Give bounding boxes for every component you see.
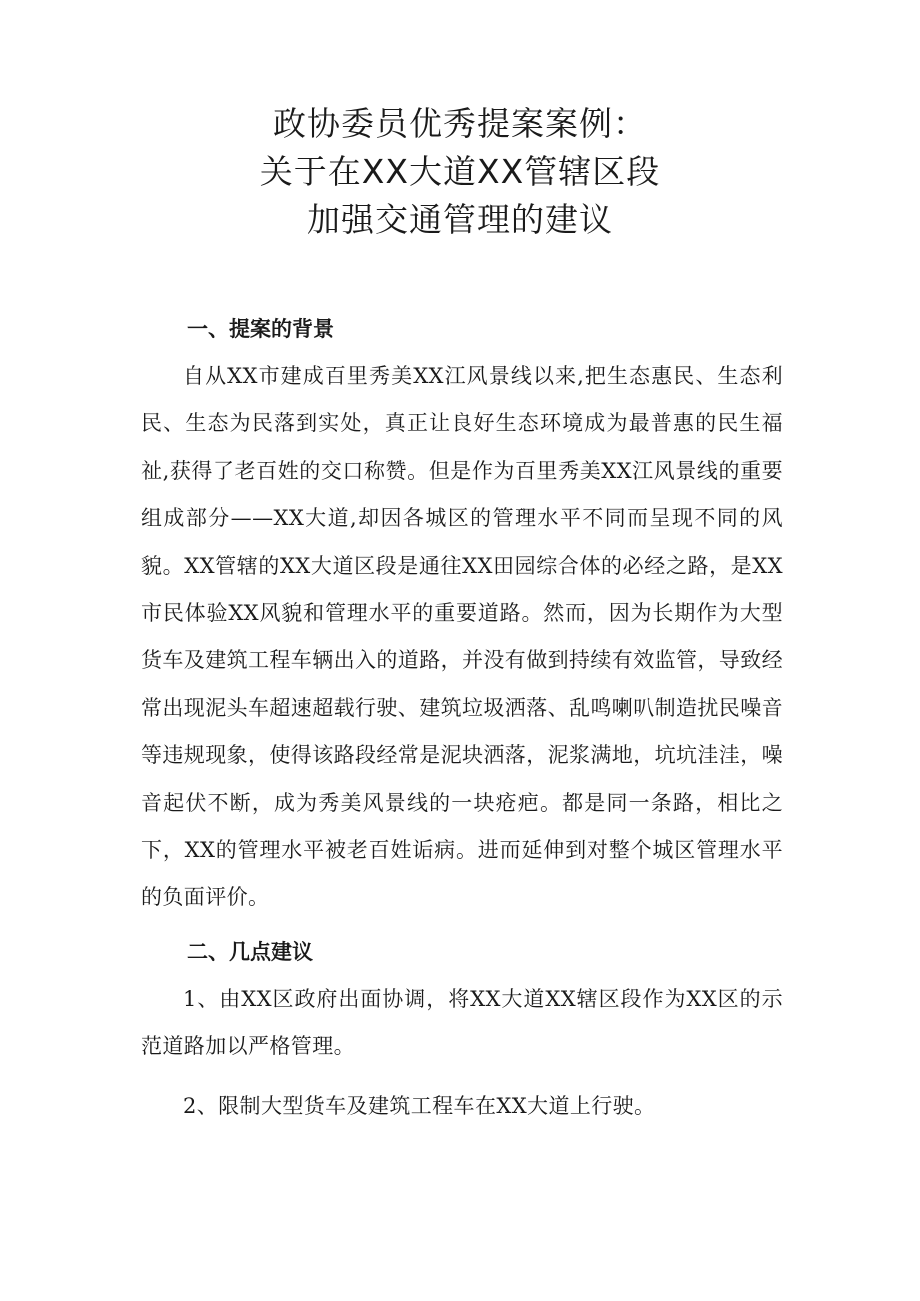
document-body bbox=[141, 305, 783, 1142]
document-title bbox=[0, 100, 920, 244]
title-line-1: 政协委员优秀提案案例： bbox=[273, 104, 647, 143]
suggestion-item-2: 2、限制大型货车及建筑工程车在XX大道上行驶。 bbox=[183, 1093, 656, 1118]
suggestion-item-1: 1、由XX区政府出面协调，将XX大道XX辖区段作为XX区的示范道路加以严格管理。 bbox=[141, 986, 783, 1059]
background-paragraph: 自从XX市建成百里秀美XX江风景线以来,把生态惠民、生态利民、生态为民落到实处，真正让良好生态环境成为最普惠的民生福祉,获得了老百姓的交口称赞。但是作为百里秀美XX江风景线的重要组成部分——XX大道,却因各城区的管理水平不同而呈现不同的风貌。XX管辖的XX大道区段是通往XX田园综合体的必经之路，是XX市民体验XX风貌和管理水平的重要道路。然而，因为长期作为大型货车及建筑工程车辆出入的道路，并没有做到持续有效监管，导致经常出现泥头车超速超载行驶、建筑垃圾洒落、乱鸣喇叭制造扰民噪音等违规现象，使得该路段经常是泥块洒落，泥浆满地，坑坑洼洼，噪音起伏不断，成为秀美风景线的一块疮疤。都是同一条路，相比之下，XX的管理水平被老百姓诟病。进而延伸到对整个城区管理水平的负面评价。 bbox=[141, 364, 783, 910]
section-heading-suggestions: 二、几点建议 bbox=[187, 939, 313, 964]
section-heading-background: 一、提案的背景 bbox=[187, 317, 334, 341]
title-line-3: 加强交通管理的建议 bbox=[307, 200, 613, 239]
title-line-2: 关于在XX大道XX管辖区段 bbox=[259, 152, 661, 191]
